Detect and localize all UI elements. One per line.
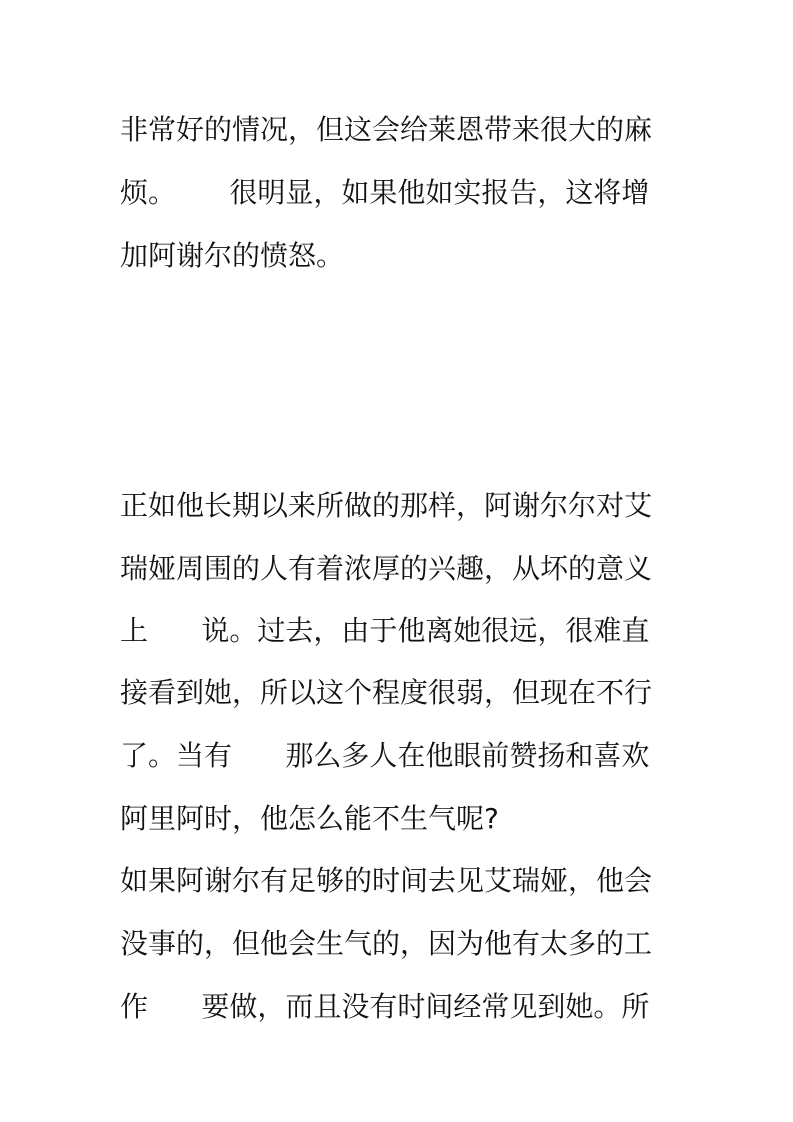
text-line: 正如他长期以来所做的那样，阿谢尔尔对艾 <box>120 489 653 522</box>
text-line: 没事的，但他会生气的，因为他有太多的工 <box>120 927 653 960</box>
text-line: 如果阿谢尔有足够的时间去见艾瑞娅，他会 <box>120 864 653 897</box>
text-line: 了。当有 那么多人在他眼前赞扬和喜欢 <box>120 739 650 772</box>
text-line: 接看到她，所以这个程度很弱，但现在不行 <box>120 676 653 709</box>
text-line: 非常好的情况，但这会给莱恩带来很大的麻 <box>120 113 653 146</box>
text-line: 上 说。过去，由于他离她很远，很难直 <box>120 614 650 647</box>
text-line: 阿里阿时，他怎么能不生气呢? <box>120 802 499 835</box>
text-line: 作 要做，而且没有时间经常见到她。所 <box>120 990 650 1023</box>
text-line: 瑞娅周围的人有着浓厚的兴趣，从坏的意义 <box>120 552 653 585</box>
text-line: 加阿谢尔的愤怒。 <box>120 239 345 272</box>
text-line: 烦。 很明显，如果他如实报告，这将增 <box>120 176 650 209</box>
